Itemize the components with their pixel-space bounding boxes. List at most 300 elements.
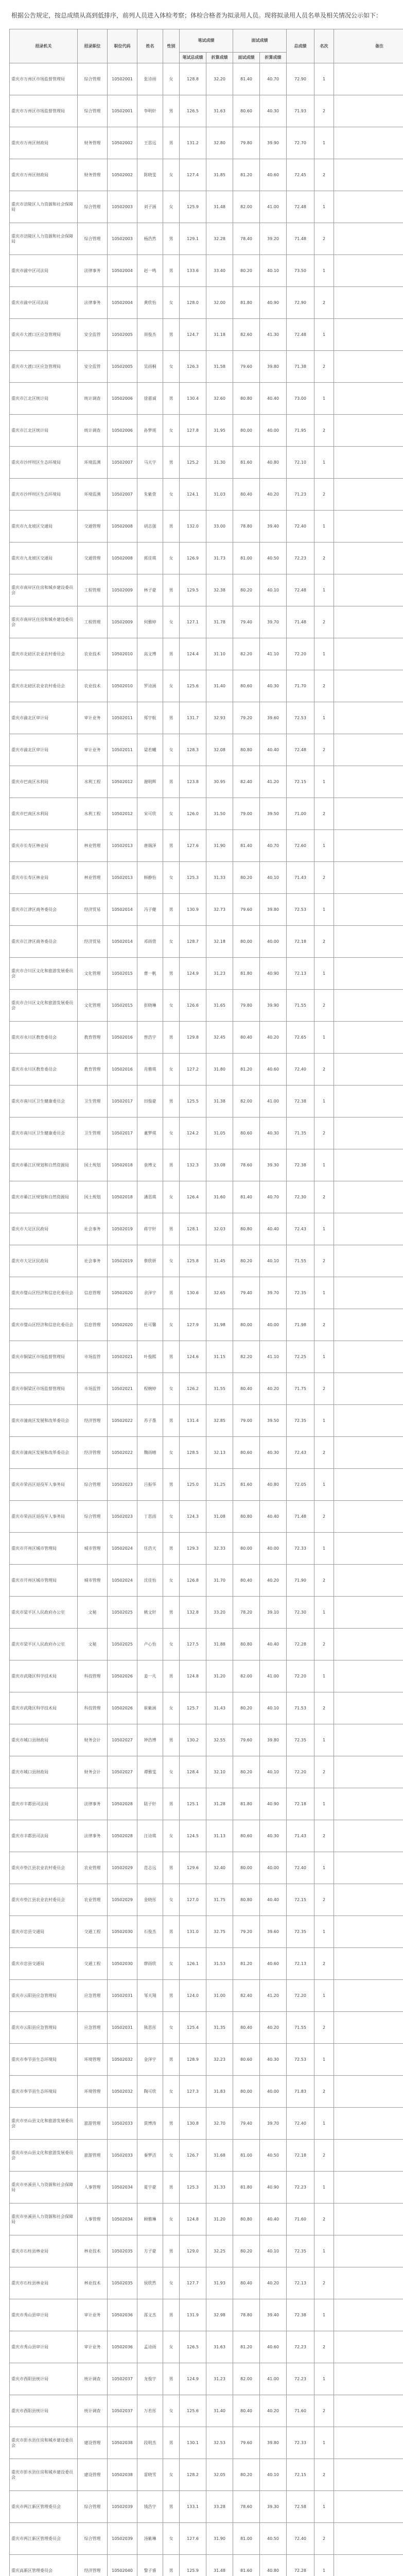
cell-interview-conv: 40.20: [260, 1373, 287, 1405]
cell-interview-raw: 80.40: [233, 1373, 260, 1405]
table-row: [10, 287, 403, 319]
table-row: [10, 2395, 403, 2427]
cell-position: 社会事务: [78, 1245, 108, 1277]
cell-dept: 重庆市永川区教育委员会: [10, 1022, 78, 1054]
table-row: [10, 670, 403, 702]
cell-note: [334, 351, 403, 383]
cell-position: 水利工程: [78, 798, 108, 830]
cell-gender: 女: [163, 990, 180, 1022]
table-row: [10, 415, 403, 447]
cell-dept: 重庆市万州区财政局: [10, 159, 78, 191]
cell-position: 综合管理: [78, 2491, 108, 2523]
cell-written-raw: 125.6: [180, 2395, 206, 2427]
cell-code: 10502028: [108, 1820, 137, 1852]
cell-interview-conv: 40.30: [260, 1117, 287, 1149]
cell-rank: 2: [314, 606, 334, 638]
cell-interview-conv: 39.60: [260, 702, 287, 734]
cell-dept: 重庆市大渡口区应急管理局: [10, 319, 78, 351]
cell-written-conv: 31.43: [206, 1692, 233, 1724]
cell-rank: 1: [314, 2235, 334, 2267]
cell-written-conv: 32.33: [206, 1533, 233, 1565]
table-row: [10, 958, 403, 990]
cell-written-conv: 31.33: [206, 2172, 233, 2204]
cell-rank: 2: [314, 543, 334, 574]
cell-total: 71.43: [287, 1820, 314, 1852]
table-row: [10, 1341, 403, 1373]
cell-total: 72.15: [287, 766, 314, 798]
cell-written-raw: 125.0: [180, 1469, 206, 1501]
cell-note: [334, 1086, 403, 1117]
cell-written-raw: 128.5: [180, 1437, 206, 1469]
cell-position: 综合管理: [78, 1501, 108, 1533]
cell-interview-raw: 78.40: [233, 223, 260, 255]
cell-rank: 1: [314, 766, 334, 798]
cell-written-conv: 32.03: [206, 1213, 233, 1245]
cell-total: 71.48: [287, 223, 314, 255]
cell-position: 综合管理: [78, 191, 108, 223]
cell-gender: 女: [163, 1884, 180, 1916]
cell-position: 法律事务: [78, 1788, 108, 1820]
cell-written-raw: 125.3: [180, 2172, 206, 2204]
cell-position: 法律事务: [78, 287, 108, 319]
cell-dept: 重庆市合川区文化和旅游发展委员会: [10, 990, 78, 1022]
cell-position: 财务管理: [78, 127, 108, 159]
cell-dept: 重庆市垫江县农业农村委员会: [10, 1884, 78, 1916]
cell-dept: 重庆市武隆区科学技术局: [10, 1692, 78, 1724]
cell-gender: 男: [163, 1086, 180, 1117]
cell-written-raw: 124.5: [180, 1820, 206, 1852]
cell-code: 10502025: [108, 1597, 137, 1629]
cell-rank: 1: [314, 2555, 334, 2576]
cell-written-conv: 32.70: [206, 2108, 233, 2140]
cell-written-raw: 125.1: [180, 1788, 206, 1820]
cell-written-conv: 31.25: [206, 1469, 233, 1501]
table-row: [10, 1086, 403, 1117]
cell-code: 10502029: [108, 1884, 137, 1916]
cell-position: 环境监测: [78, 447, 108, 479]
cell-rank: 1: [314, 1022, 334, 1054]
cell-dept: 重庆市沙坪坝区生态环境局: [10, 447, 78, 479]
cell-dept: 重庆市梁平区人民政府办公室: [10, 1597, 78, 1629]
cell-note: [334, 1788, 403, 1820]
cell-interview-conv: 39.30: [260, 2491, 287, 2523]
cell-code: 10502024: [108, 1533, 137, 1565]
cell-written-raw: 126.5: [180, 95, 206, 127]
cell-note: [334, 1533, 403, 1565]
cell-position: 卫生管理: [78, 1117, 108, 1149]
cell-dept: 重庆市开州区城市管理局: [10, 1565, 78, 1597]
cell-gender: 女: [163, 287, 180, 319]
cell-note: [334, 415, 403, 447]
table-row: [10, 1820, 403, 1852]
cell-code: 10502038: [108, 2459, 137, 2491]
cell-note: [334, 1597, 403, 1629]
cell-written-raw: 132.0: [180, 511, 206, 543]
cell-code: 10502001: [108, 63, 137, 95]
cell-position: 法律事务: [78, 1820, 108, 1852]
cell-name: 卢心怡: [137, 1629, 163, 1660]
cell-interview-conv: 40.00: [260, 415, 287, 447]
cell-dept: 重庆市渝北区审计局: [10, 734, 78, 766]
cell-position: 旅游管理: [78, 2108, 108, 2140]
header-written-group: 笔试成绩: [180, 29, 233, 53]
cell-interview-conv: 40.70: [260, 830, 287, 862]
cell-written-raw: 127.6: [180, 830, 206, 862]
cell-interview-raw: 81.40: [233, 1181, 260, 1213]
table-row: [10, 606, 403, 638]
cell-note: [334, 1405, 403, 1437]
cell-rank: 2: [314, 1756, 334, 1788]
table-row: [10, 894, 403, 926]
cell-position: 林业技术: [78, 2267, 108, 2299]
cell-code: 10502009: [108, 574, 137, 606]
cell-written-raw: 128.2: [180, 2459, 206, 2491]
cell-name: 蔡欣妍: [137, 1245, 163, 1277]
cell-rank: 1: [314, 1469, 334, 1501]
cell-name: 沈佳怡: [137, 1565, 163, 1597]
cell-total: 71.93: [287, 95, 314, 127]
table-row: [10, 638, 403, 670]
cell-interview-conv: 40.20: [260, 2267, 287, 2299]
cell-position: 旅游管理: [78, 2140, 108, 2172]
cell-name: 李明轩: [137, 95, 163, 127]
table-row: [10, 2076, 403, 2108]
cell-written-conv: 32.85: [206, 1405, 233, 1437]
table-row: [10, 1149, 403, 1181]
header-rank: 名次: [314, 29, 334, 63]
cell-name: 余泽宇: [137, 1277, 163, 1309]
cell-dept: 重庆市梁平区人民政府办公室: [10, 1629, 78, 1660]
table-row: [10, 2331, 403, 2363]
cell-total: 72.53: [287, 894, 314, 926]
cell-interview-conv: 40.70: [260, 63, 287, 95]
cell-rank: 1: [314, 1213, 334, 1245]
cell-written-conv: 31.38: [206, 1086, 233, 1117]
cell-written-conv: 31.88: [206, 1629, 233, 1660]
cell-interview-conv: 41.10: [260, 1341, 287, 1373]
cell-written-raw: 133.1: [180, 2491, 206, 2523]
cell-gender: 女: [163, 2395, 180, 2427]
table-row: [10, 734, 403, 766]
table-row: [10, 990, 403, 1022]
cell-code: 10502005: [108, 351, 137, 383]
table-row: [10, 2555, 403, 2576]
cell-written-conv: 31.10: [206, 638, 233, 670]
cell-total: 72.33: [287, 1533, 314, 1565]
cell-note: [334, 1629, 403, 1660]
cell-written-raw: 129.3: [180, 1533, 206, 1565]
table-row: [10, 2267, 403, 2299]
cell-dept: 重庆市武隆区科学技术局: [10, 1660, 78, 1692]
cell-interview-conv: 39.40: [260, 2299, 287, 2331]
cell-dept: 重庆市垫江县农业农村委员会: [10, 1852, 78, 1884]
cell-position: 环境管理: [78, 2044, 108, 2076]
cell-written-raw: 131.7: [180, 702, 206, 734]
cell-position: 环境管理: [78, 2076, 108, 2108]
table-row: [10, 159, 403, 191]
cell-dept: 重庆市北碚区农业农村委员会: [10, 670, 78, 702]
cell-code: 10502018: [108, 1149, 137, 1181]
cell-dept: 重庆市南岸区住房和城乡建设委员会: [10, 574, 78, 606]
table-row: [10, 830, 403, 862]
cell-total: 72.53: [287, 702, 314, 734]
cell-note: [334, 223, 403, 255]
table-row: [10, 2235, 403, 2267]
cell-written-conv: 31.40: [206, 670, 233, 702]
table-row: [10, 2012, 403, 2044]
cell-note: [334, 2076, 403, 2108]
cell-position: 建设管理: [78, 2459, 108, 2491]
cell-gender: 男: [163, 1405, 180, 1437]
cell-written-conv: 31.30: [206, 447, 233, 479]
cell-code: 10502015: [108, 990, 137, 1022]
cell-dept: 重庆市璧山区经济和信息化委员会: [10, 1309, 78, 1341]
table-row: [10, 1181, 403, 1213]
cell-dept: 重庆市渝中区司法局: [10, 255, 78, 287]
cell-total: 72.40: [287, 2108, 314, 2140]
cell-written-conv: 32.23: [206, 2044, 233, 2076]
cell-interview-conv: 40.00: [260, 1533, 287, 1565]
cell-interview-raw: 79.40: [233, 2108, 260, 2140]
cell-rank: 1: [314, 1405, 334, 1437]
cell-rank: 2: [314, 1373, 334, 1405]
table-row: [10, 1309, 403, 1341]
cell-total: 72.20: [287, 1980, 314, 2012]
table-row: [10, 127, 403, 159]
cell-name: 林子豪: [137, 574, 163, 606]
cell-dept: 重庆市大足区民政局: [10, 1245, 78, 1277]
cell-interview-raw: 81.60: [233, 2555, 260, 2576]
cell-dept: 重庆市忠县交通局: [10, 1948, 78, 1980]
table-row: [10, 1437, 403, 1469]
cell-note: [334, 383, 403, 415]
table-row: [10, 1501, 403, 1533]
cell-written-raw: 126.2: [180, 1373, 206, 1405]
cell-name: 夏宇豪: [137, 2172, 163, 2204]
cell-interview-raw: 81.20: [233, 1054, 260, 1086]
cell-gender: 女: [163, 1565, 180, 1597]
cell-interview-raw: 80.00: [233, 1309, 260, 1341]
cell-interview-raw: 78.60: [233, 1149, 260, 1181]
cell-total: 71.53: [287, 1692, 314, 1724]
cell-rank: 2: [314, 2523, 334, 2555]
cell-total: 71.60: [287, 2204, 314, 2235]
cell-written-raw: 125.4: [180, 2012, 206, 2044]
cell-note: [334, 511, 403, 543]
cell-gender: 女: [163, 1437, 180, 1469]
cell-interview-conv: 40.60: [260, 159, 287, 191]
cell-interview-conv: 40.90: [260, 1788, 287, 1820]
cell-rank: 1: [314, 1149, 334, 1181]
cell-interview-conv: 41.00: [260, 1086, 287, 1117]
cell-total: 71.38: [287, 351, 314, 383]
cell-dept: 重庆市綦江区规划和自然资源局: [10, 1181, 78, 1213]
cell-written-conv: 33.40: [206, 255, 233, 287]
cell-position: 环境监测: [78, 479, 108, 511]
cell-interview-conv: 40.00: [260, 2076, 287, 2108]
cell-written-conv: 32.65: [206, 1277, 233, 1309]
cell-interview-conv: 39.40: [260, 511, 287, 543]
cell-position: 卫生管理: [78, 1086, 108, 1117]
cell-written-conv: 31.93: [206, 2267, 233, 2299]
cell-gender: 女: [163, 606, 180, 638]
cell-name: 丁思雨: [137, 1501, 163, 1533]
cell-name: 梁若曦: [137, 734, 163, 766]
cell-gender: 女: [163, 2267, 180, 2299]
cell-written-raw: 125.9: [180, 2555, 206, 2576]
cell-name: 石俊杰: [137, 1916, 163, 1948]
cell-written-conv: 33.20: [206, 1597, 233, 1629]
cell-name: 吕振华: [137, 1469, 163, 1501]
cell-gender: 男: [163, 383, 180, 415]
header-total: 总成绩: [287, 29, 314, 63]
cell-name: 任浩天: [137, 1533, 163, 1565]
cell-written-raw: 124.0: [180, 1980, 206, 2012]
cell-interview-raw: 81.40: [233, 63, 260, 95]
cell-gender: 男: [163, 2235, 180, 2267]
cell-rank: 2: [314, 95, 334, 127]
cell-position: 统计调查: [78, 383, 108, 415]
cell-gender: 男: [163, 1469, 180, 1501]
cell-gender: 男: [163, 1277, 180, 1309]
cell-rank: 2: [314, 734, 334, 766]
cell-gender: 男: [163, 1788, 180, 1820]
cell-interview-raw: 79.80: [233, 127, 260, 159]
cell-position: 统计调查: [78, 2395, 108, 2427]
cell-position: 文秘: [78, 1597, 108, 1629]
cell-name: 廖雨欣: [137, 1948, 163, 1980]
cell-code: 10502039: [108, 2523, 137, 2555]
cell-note: [334, 1980, 403, 2012]
cell-dept: 重庆市彭水县住房和城乡建设委员会: [10, 2459, 78, 2491]
cell-interview-conv: 40.20: [260, 479, 287, 511]
cell-interview-raw: 80.20: [233, 2459, 260, 2491]
cell-code: 10502029: [108, 1852, 137, 1884]
cell-code: 10502037: [108, 2395, 137, 2427]
cell-note: [334, 1948, 403, 1980]
cell-dept: 重庆市奉节县生态环境局: [10, 2076, 78, 2108]
cell-position: 文化管理: [78, 990, 108, 1022]
cell-interview-conv: 40.00: [260, 1309, 287, 1341]
cell-note: [334, 1660, 403, 1692]
table-row: [10, 63, 403, 95]
header-interview-conv: 折算成绩: [260, 53, 287, 63]
cell-name: 田俊豪: [137, 1086, 163, 1117]
cell-total: 72.13: [287, 2267, 314, 2299]
cell-position: 教育管理: [78, 1022, 108, 1054]
cell-written-raw: 126.0: [180, 798, 206, 830]
cell-total: 72.10: [287, 447, 314, 479]
cell-note: [334, 1213, 403, 1245]
cell-interview-conv: 39.50: [260, 798, 287, 830]
cell-written-raw: 127.2: [180, 1054, 206, 1086]
cell-code: 10502016: [108, 1054, 137, 1086]
cell-note: [334, 543, 403, 574]
cell-position: 交通工程: [78, 1916, 108, 1948]
cell-name: 赵一鸣: [137, 255, 163, 287]
header-interview-group: 面试成绩: [233, 29, 287, 53]
cell-interview-conv: 40.10: [260, 1245, 287, 1277]
cell-written-raw: 129.0: [180, 2235, 206, 2267]
cell-code: 10502012: [108, 798, 137, 830]
cell-note: [334, 2459, 403, 2491]
cell-interview-raw: 79.60: [233, 351, 260, 383]
cell-gender: 男: [163, 958, 180, 990]
cell-total: 72.23: [287, 2363, 314, 2395]
cell-note: [334, 2427, 403, 2459]
cell-gender: 男: [163, 1724, 180, 1756]
cell-dept: 重庆市荣昌区退役军人事务局: [10, 1501, 78, 1533]
cell-gender: 男: [163, 2299, 180, 2331]
cell-note: [334, 2267, 403, 2299]
cell-gender: 女: [163, 543, 180, 574]
cell-total: 72.35: [287, 1724, 314, 1756]
cell-interview-raw: 80.20: [233, 255, 260, 287]
cell-code: 10502021: [108, 1341, 137, 1373]
cell-gender: 男: [163, 1852, 180, 1884]
cell-position: 城市管理: [78, 1565, 108, 1597]
cell-gender: 男: [163, 1022, 180, 1054]
cell-name: 郑宇航: [137, 702, 163, 734]
cell-written-raw: 124.9: [180, 2363, 206, 2395]
cell-gender: 男: [163, 574, 180, 606]
cell-interview-conv: 40.40: [260, 734, 287, 766]
table-row: [10, 862, 403, 894]
header-gender: 性别: [163, 29, 180, 63]
cell-dept: 重庆市南岸区住房和城乡建设委员会: [10, 606, 78, 638]
cell-written-raw: 127.9: [180, 1309, 206, 1341]
table-row: [10, 1692, 403, 1724]
cell-dept: 重庆市綦江区规划和自然资源局: [10, 1149, 78, 1181]
cell-total: 72.13: [287, 958, 314, 990]
cell-dept: 重庆市大渡口区应急管理局: [10, 351, 78, 383]
cell-interview-raw: 80.60: [233, 670, 260, 702]
cell-written-raw: 123.8: [180, 766, 206, 798]
cell-rank: 2: [314, 798, 334, 830]
cell-interview-conv: 40.90: [260, 958, 287, 990]
cell-interview-conv: 39.90: [260, 127, 287, 159]
cell-interview-raw: 82.40: [233, 1980, 260, 2012]
cell-rank: 2: [314, 1054, 334, 1086]
cell-interview-raw: 78.80: [233, 511, 260, 543]
cell-position: 审计业务: [78, 2299, 108, 2331]
cell-total: 72.25: [287, 1341, 314, 1373]
cell-written-conv: 31.08: [206, 1501, 233, 1533]
cell-written-conv: 32.25: [206, 2235, 233, 2267]
cell-code: 10502020: [108, 1277, 137, 1309]
cell-interview-conv: 40.60: [260, 1054, 287, 1086]
cell-written-raw: 130.8: [180, 2108, 206, 2140]
cell-written-raw: 129.5: [180, 574, 206, 606]
cell-total: 72.15: [287, 2459, 314, 2491]
cell-dept: 重庆市江津区商务委员会: [10, 894, 78, 926]
table-row: [10, 766, 403, 798]
cell-gender: 女: [163, 1501, 180, 1533]
cell-code: 10502031: [108, 2012, 137, 2044]
cell-position: 交通工程: [78, 1948, 108, 1980]
cell-interview-raw: 81.40: [233, 830, 260, 862]
cell-dept: 重庆市巴南区水利局: [10, 798, 78, 830]
cell-gender: 男: [163, 319, 180, 351]
cell-interview-conv: 40.30: [260, 1820, 287, 1852]
cell-name: 马天宇: [137, 447, 163, 479]
cell-dept: 重庆市巴南区水利局: [10, 766, 78, 798]
cell-position: 综合管理: [78, 95, 108, 127]
cell-total: 72.35: [287, 1277, 314, 1309]
cell-code: 10502030: [108, 1916, 137, 1948]
cell-dept: 重庆市潼南区发展和改革委员会: [10, 1437, 78, 1469]
cell-written-conv: 32.80: [206, 127, 233, 159]
